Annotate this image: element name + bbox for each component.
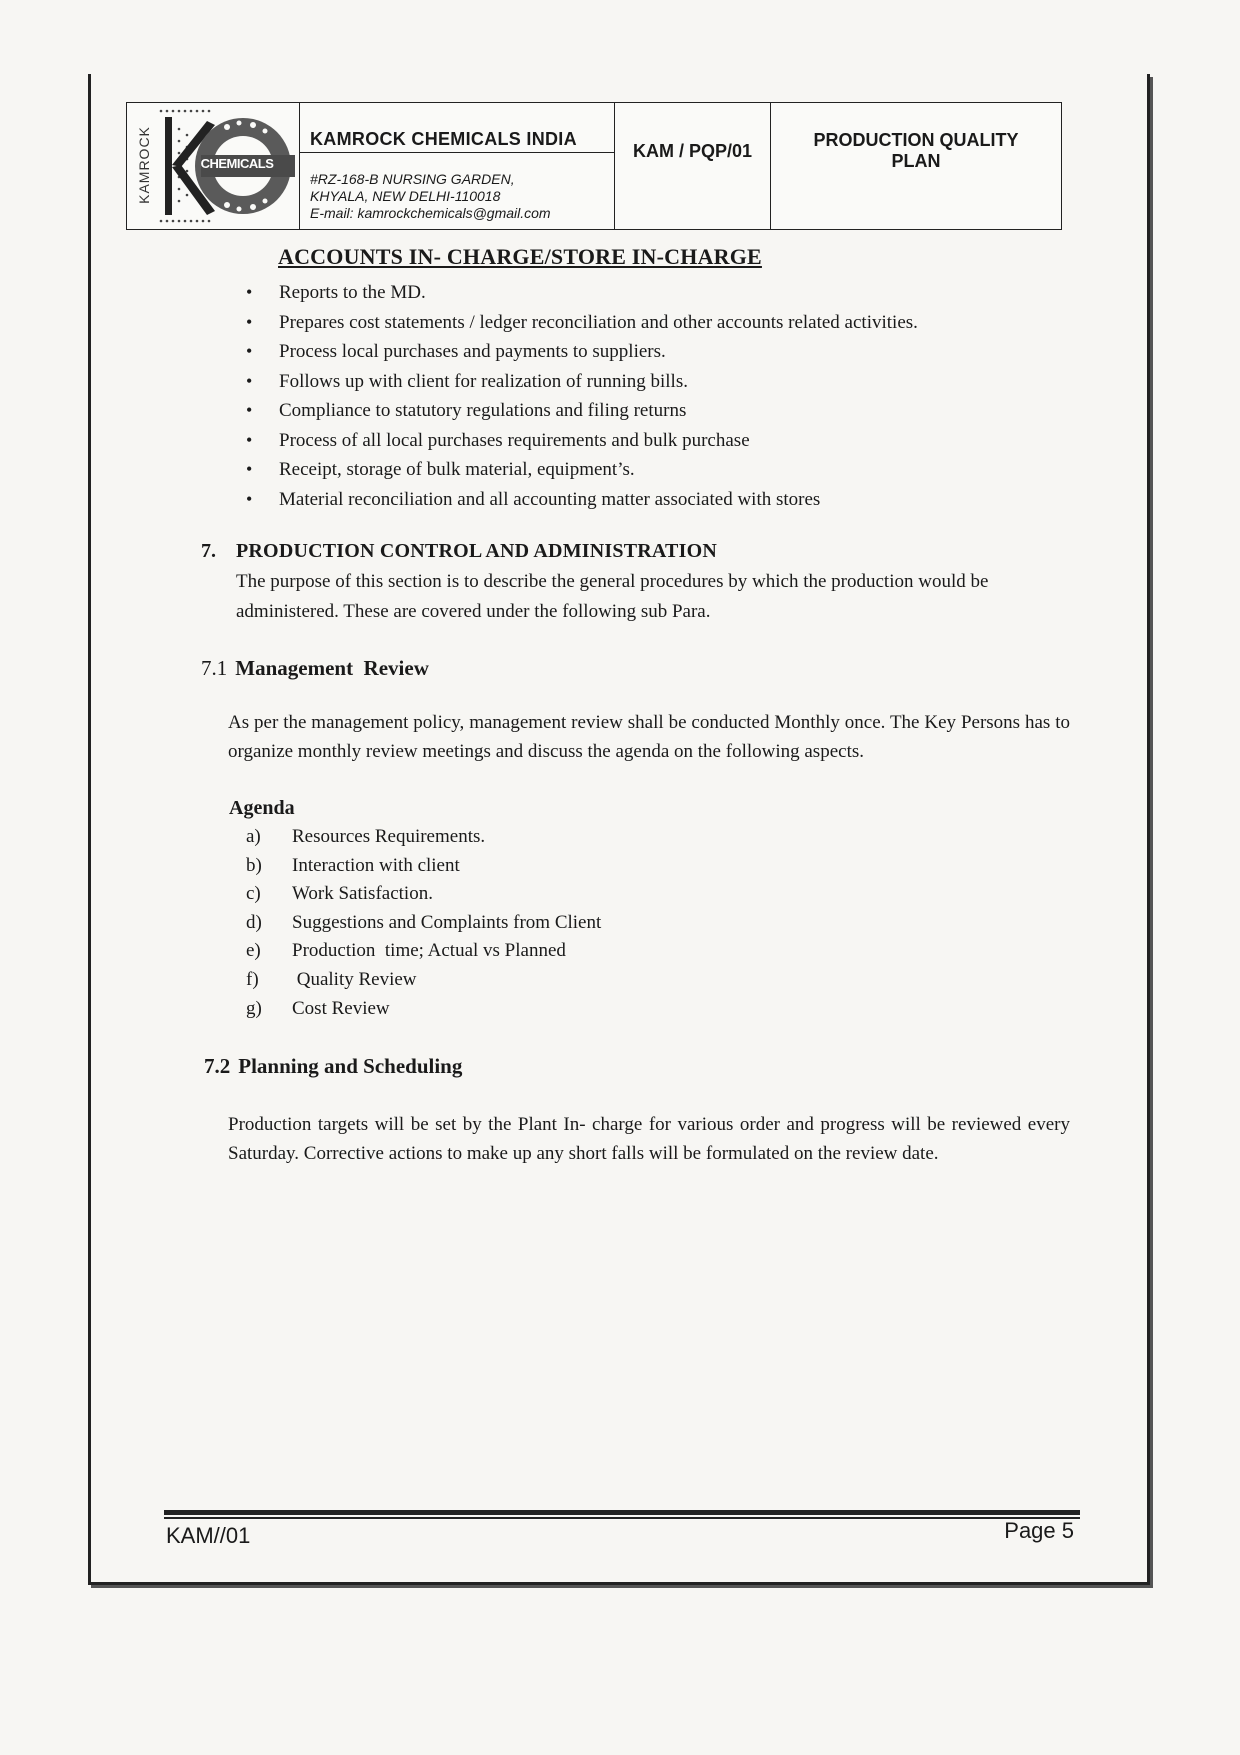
list-item (246, 308, 918, 338)
agenda-item (246, 852, 601, 881)
bullet-icon: • (246, 311, 253, 332)
list-item (246, 455, 918, 485)
section-7-1-heading (201, 656, 429, 681)
bullet-icon: • (246, 370, 253, 391)
agenda-item-letter: f) (246, 968, 259, 990)
section-7-number: 7. (201, 540, 216, 562)
section-7-2-number: 7.2 (204, 1054, 231, 1078)
agenda-item (246, 823, 601, 852)
agenda-item-text: Work Satisfaction. (292, 883, 433, 905)
agenda-item-text: Production time; Actual vs Planned (292, 940, 566, 962)
list-item (246, 426, 918, 456)
agenda-item-text: Quality Review (292, 968, 417, 990)
list-item (246, 396, 918, 426)
footer-rule-thin (164, 1517, 1080, 1519)
bullet-icon: • (246, 429, 253, 450)
agenda-item-letter: a) (246, 826, 261, 847)
accounts-duties-list (246, 278, 918, 514)
company-logo (127, 103, 300, 229)
document-header (126, 102, 1062, 230)
agenda-item-text: Interaction with client (292, 854, 460, 876)
agenda-item (246, 966, 601, 995)
logo-vertical-text: KAMROCK (136, 126, 153, 204)
list-item-text: Process of all local purchases requirements and bulk purchase (279, 429, 750, 451)
section-7-1-body: As per the management policy, management review shall be conducted Monthly once. The Key Persons has to organize monthly review meetings and discuss the agenda on the following aspects. (228, 712, 1070, 762)
email-line: E-mail: kamrockchemicals@gmail.com (310, 205, 551, 221)
section-7-1-number: 7.1 (201, 656, 228, 680)
section-7-2-heading (204, 1054, 462, 1079)
list-item (246, 485, 918, 515)
company-info (300, 103, 615, 229)
section-7-2-title: Planning and Scheduling (238, 1054, 463, 1078)
list-item-text: Prepares cost statements / ledger reconciliation and other accounts related activities. (279, 311, 918, 333)
agenda-item (246, 909, 601, 938)
section-7-1-title: Management Review (235, 656, 429, 680)
address-line-1: #RZ-168-B NURSING GARDEN, (310, 171, 515, 187)
company-address (310, 171, 551, 222)
list-item (246, 367, 918, 397)
document-title (771, 103, 1061, 229)
bullet-icon: • (246, 459, 253, 479)
agenda-item-letter: b) (246, 854, 262, 876)
bullet-icon: • (246, 341, 253, 361)
document-title-line-2: PLAN (891, 151, 941, 171)
footer-doc-ref: KAM//01 (166, 1523, 251, 1548)
agenda-item (246, 880, 601, 909)
agenda-item (246, 937, 601, 966)
section-7-body: The purpose of this section is to describe the general procedures by which the production would be administered. These are covered under the following sub Para. (236, 571, 989, 622)
agenda-list (246, 823, 601, 1023)
section-7-2-body: Production targets will be set by the Plant In- charge for various order and progress will be reviewed every Saturday. Corrective actions to make up any short falls will be formulated on the review date. (228, 1114, 1070, 1164)
section-7-title: PRODUCTION CONTROL AND ADMINISTRATION (236, 540, 717, 562)
list-item-text: Material reconciliation and all accounting matter associated with stores (279, 488, 821, 510)
address-line-2: KHYALA, NEW DELHI-110018 (310, 188, 501, 204)
agenda-item-letter: e) (246, 940, 261, 962)
agenda-item-text: Resources Requirements. (292, 826, 486, 847)
list-item-text: Reports to the MD. (279, 282, 426, 303)
bullet-icon: • (246, 400, 253, 420)
agenda-item-letter: g) (246, 997, 262, 1019)
list-item-text: Receipt, storage of bulk material, equipment’s. (279, 459, 635, 480)
bullet-icon: • (246, 488, 253, 509)
agenda-item (246, 995, 601, 1024)
agenda-item-letter: c) (246, 883, 261, 905)
logo-caption: CHEMICALS (200, 156, 274, 171)
list-item (246, 337, 918, 367)
footer-page-number: Page 5 (1004, 1518, 1074, 1543)
accounts-heading: ACCOUNTS IN- CHARGE/STORE IN-CHARGE (278, 244, 762, 269)
agenda-item-letter: d) (246, 911, 262, 933)
agenda-item-text: Cost Review (292, 997, 390, 1019)
list-item-text: Compliance to statutory regulations and filing returns (279, 400, 687, 421)
agenda-item-text: Suggestions and Complaints from Client (292, 911, 602, 933)
document-number: KAM / PQP/01 (615, 103, 771, 229)
agenda-label: Agenda (229, 797, 295, 819)
footer-rule (164, 1510, 1080, 1515)
list-item-text: Process local purchases and payments to suppliers. (279, 341, 666, 362)
company-name: KAMROCK CHEMICALS INDIA (300, 103, 614, 153)
list-item-text: Follows up with client for realization of running bills. (279, 370, 688, 392)
list-item (246, 278, 918, 308)
bullet-icon: • (246, 282, 253, 302)
document-title-line-1: PRODUCTION QUALITY (813, 130, 1019, 150)
